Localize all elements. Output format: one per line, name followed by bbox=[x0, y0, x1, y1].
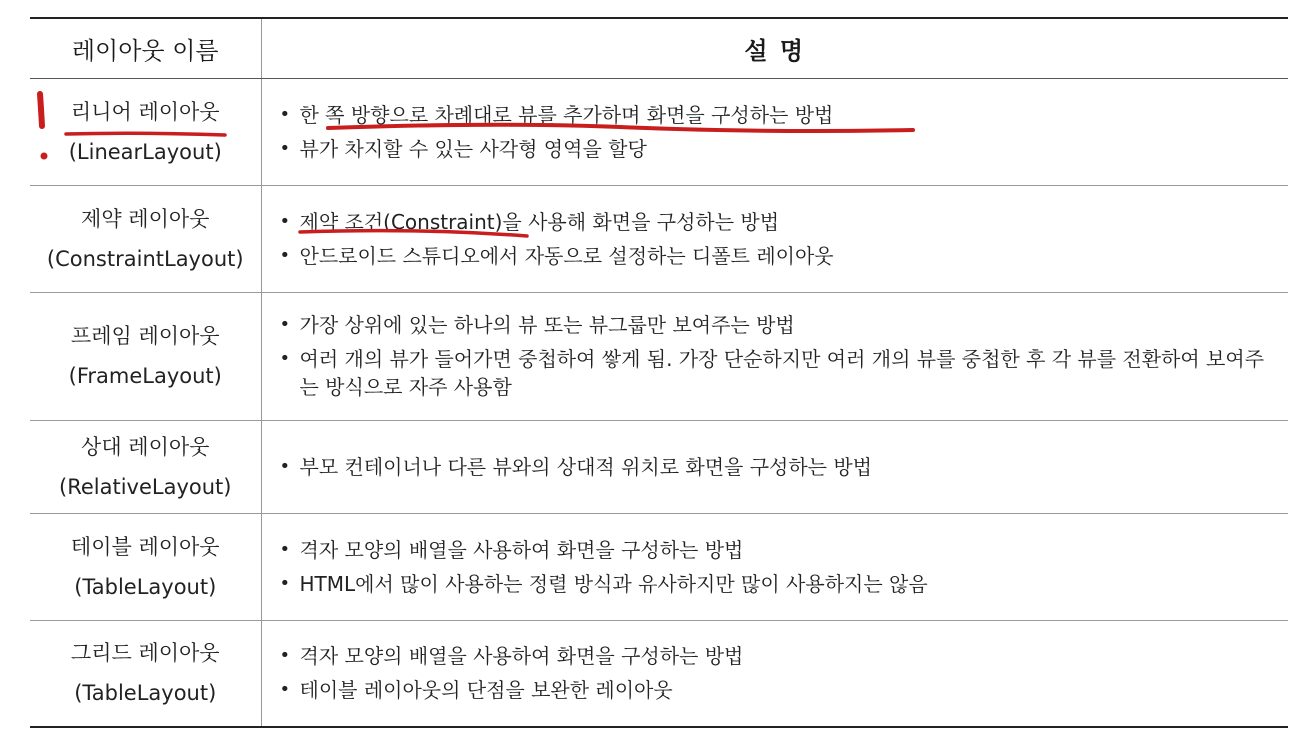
layout-class-name: (RelativeLayout) bbox=[59, 474, 232, 499]
table-row-linear-layout bbox=[30, 78, 1288, 185]
table-header-row bbox=[30, 18, 1288, 78]
layout-class-name: (LinearLayout) bbox=[68, 139, 222, 164]
table-row-frame-layout bbox=[30, 292, 1288, 420]
description-list bbox=[280, 536, 1281, 598]
layout-name-cell bbox=[30, 292, 261, 420]
description-item: • 여러 개의 뷰가 들어가면 중첩하여 쌓게 됨. 가장 단순하지만 여러 개의 뷰를 중첩한 후 각 뷰를 전환하여 보여주는 방식으로 자주 사용함 bbox=[280, 345, 1281, 401]
layout-description-cell bbox=[261, 78, 1288, 185]
layout-korean-name: 프레임 레이아웃 bbox=[70, 324, 220, 348]
table-row-grid-layout bbox=[30, 620, 1288, 727]
description-item: • 한 쪽 방향으로 차례대로 뷰를 추가하며 화면을 구성하는 방법 bbox=[280, 101, 1281, 129]
description-item: • 부모 컨테이너나 다른 뷰와의 상대적 위치로 화면을 구성하는 방법 bbox=[280, 453, 1281, 481]
description-list bbox=[280, 208, 1281, 270]
layout-description-cell bbox=[261, 513, 1288, 620]
description-item: • 격자 모양의 배열을 사용하여 화면을 구성하는 방법 bbox=[280, 642, 1281, 670]
description-item: • 제약 조건(Constraint)을 사용해 화면을 구성하는 방법 bbox=[280, 208, 1281, 236]
layout-description-cell bbox=[261, 620, 1288, 727]
description-list bbox=[280, 642, 1281, 704]
layout-name-cell bbox=[30, 420, 261, 513]
description-list bbox=[280, 311, 1281, 401]
description-list bbox=[280, 101, 1281, 163]
description-item: • 안드로이드 스튜디오에서 자동으로 설정하는 디폴트 레이아웃 bbox=[280, 242, 1281, 270]
header-layout-name: 레이아웃 이름 bbox=[30, 18, 261, 78]
layout-korean-name: 리니어 레이아웃 bbox=[70, 99, 220, 124]
layout-comparison-table-wrapper bbox=[30, 17, 1288, 728]
layout-korean-name: 테이블 레이아웃 bbox=[70, 534, 220, 559]
layout-description-cell bbox=[261, 292, 1288, 420]
description-item: • 격자 모양의 배열을 사용하여 화면을 구성하는 방법 bbox=[280, 536, 1281, 564]
description-list bbox=[280, 453, 1281, 481]
layout-korean-name: 제약 레이아웃 bbox=[81, 206, 210, 231]
layout-name-cell bbox=[30, 185, 261, 292]
layout-name-cell bbox=[30, 78, 261, 185]
layout-class-name: (ConstraintLayout) bbox=[46, 246, 244, 271]
header-description: 설 명 bbox=[261, 18, 1288, 78]
table-row-constraint-layout bbox=[30, 185, 1288, 292]
description-item: • 뷰가 차지할 수 있는 사각형 영역을 할당 bbox=[280, 135, 1281, 163]
table-row-relative-layout bbox=[30, 420, 1288, 513]
layout-class-name: (TableLayout) bbox=[74, 681, 217, 706]
layout-name-cell bbox=[30, 620, 261, 727]
layout-class-name: (FrameLayout) bbox=[68, 364, 222, 388]
description-item: • 가장 상위에 있는 하나의 뷰 또는 뷰그룹만 보여주는 방법 bbox=[280, 311, 1281, 339]
layout-description-cell bbox=[261, 185, 1288, 292]
layout-korean-name: 그리드 레이아웃 bbox=[70, 641, 220, 666]
table-row-table-layout bbox=[30, 513, 1288, 620]
description-item: • 테이블 레이아웃의 단점을 보완한 레이아웃 bbox=[280, 676, 1281, 704]
layout-class-name: (TableLayout) bbox=[74, 574, 217, 599]
layout-name-cell bbox=[30, 513, 261, 620]
layout-korean-name: 상대 레이아웃 bbox=[81, 434, 210, 459]
description-item: • HTML에서 많이 사용하는 정렬 방식과 유사하지만 많이 사용하지는 않음 bbox=[280, 570, 1281, 598]
layout-description-cell bbox=[261, 420, 1288, 513]
layout-comparison-table bbox=[30, 17, 1288, 728]
